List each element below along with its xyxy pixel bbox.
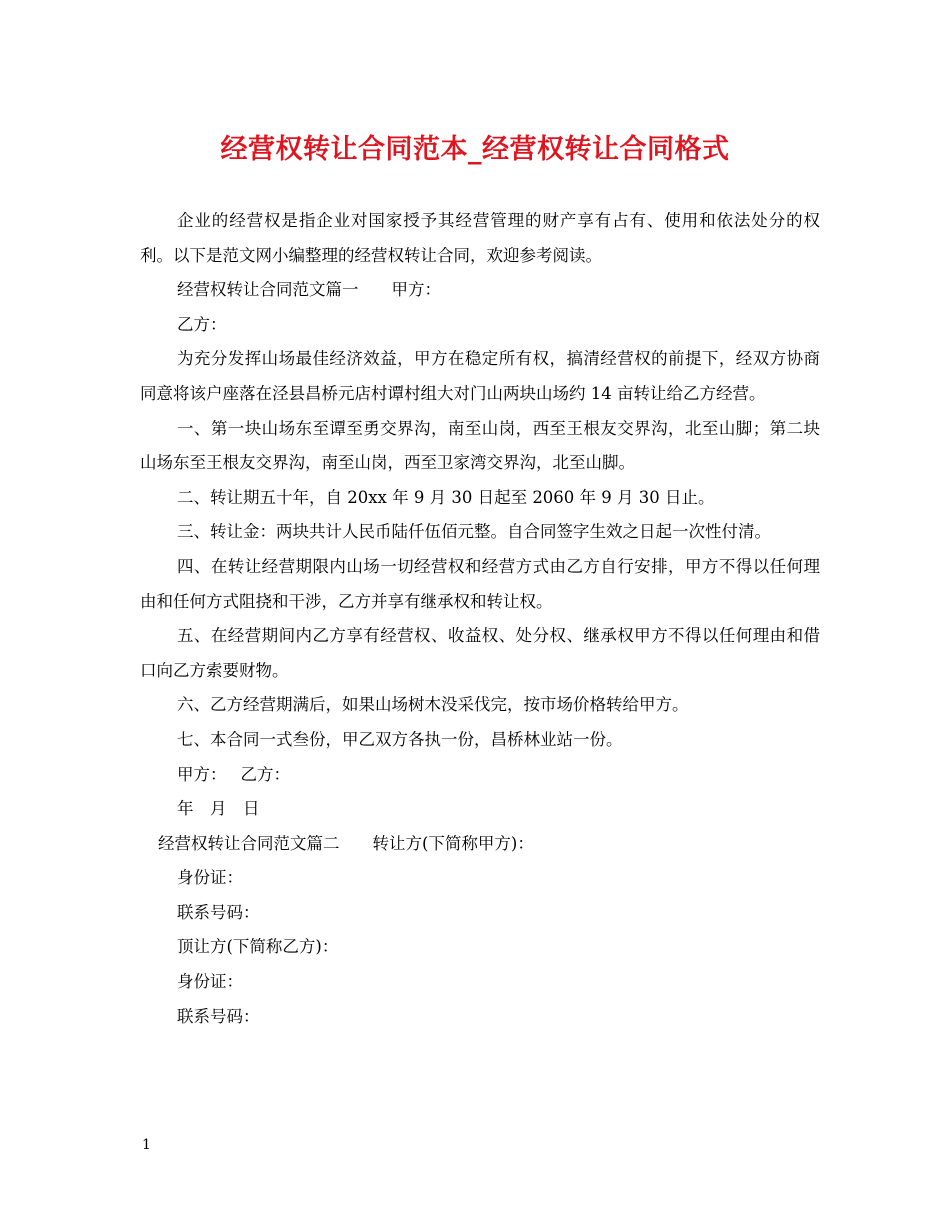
section-two-id-a: 身份证：	[177, 868, 243, 888]
section-two-id-b: 身份证：	[177, 972, 243, 992]
document-title: 经营权转让合同范本_经营权转让合同格式	[220, 134, 730, 165]
page-number: 1	[142, 1137, 151, 1153]
date-line: 年 月 日	[177, 799, 260, 819]
document-body	[140, 204, 820, 1034]
clause-5: 五、在经营期间内乙方享有经营权、收益权、处分权、继承权甲方不得以任何理由和借口向乙方索要财物。	[140, 626, 820, 680]
clause-3: 三、转让金：两块共计人民币陆仟伍佰元整。自合同签字生效之日起一次性付清。	[177, 522, 771, 542]
section-two-transferee: 顶让方(下简称乙方)：	[177, 937, 339, 957]
signature-party-a: 甲方：	[177, 764, 227, 784]
section-two-phone-b: 联系号码：	[177, 1006, 260, 1026]
clause-1: 一、第一块山场东至谭至勇交界沟，南至山岗，西至王根友交界沟，北至山脚；第二块山场东至王根友交界沟，南至山岗，西至卫家湾交界沟，北至山脚。	[140, 418, 820, 473]
signature-party-b: 乙方：	[240, 764, 290, 784]
party-b-line: 乙方：	[177, 314, 227, 334]
clause-2: 二、转让期五十年，自 20xx 年 9 月 30 日起至 2060 年 9 月 30 日止。	[177, 487, 715, 507]
section-two-heading: 经营权转让合同范文篇二 转让方(下简称甲方)：	[158, 833, 534, 853]
clause-6: 六、乙方经营期满后，如果山场树木没采伐完，按市场价格转给甲方。	[177, 695, 689, 715]
section-one-heading: 经营权转让合同范文篇一 甲方：	[177, 280, 441, 300]
clause-4: 四、在转让经营期限内山场一切经营权和经营方式由乙方自行安排，甲方不得以任何理由和任何方式阻挠和干涉，乙方并享有继承权和转让权。	[140, 556, 820, 611]
section-two-phone-a: 联系号码：	[177, 902, 260, 922]
purpose-paragraph: 为充分发挥山场最佳经济效益，甲方在稳定所有权，搞清经营权的前提下，经双方协商同意将该户座落在泾县昌桥元店村谭村组大对门山两块山场约 14 亩转让给乙方经营。	[140, 349, 820, 403]
clause-7: 七、本合同一式叁份，甲乙双方各执一份，昌桥林业站一份。	[177, 729, 623, 749]
intro-paragraph: 企业的经营权是指企业对国家授予其经营管理的财产享有占有、使用和依法处分的权利。以下是范文网小编整理的经营权转让合同，欢迎参考阅读。	[140, 211, 820, 265]
signature-line	[140, 758, 820, 793]
